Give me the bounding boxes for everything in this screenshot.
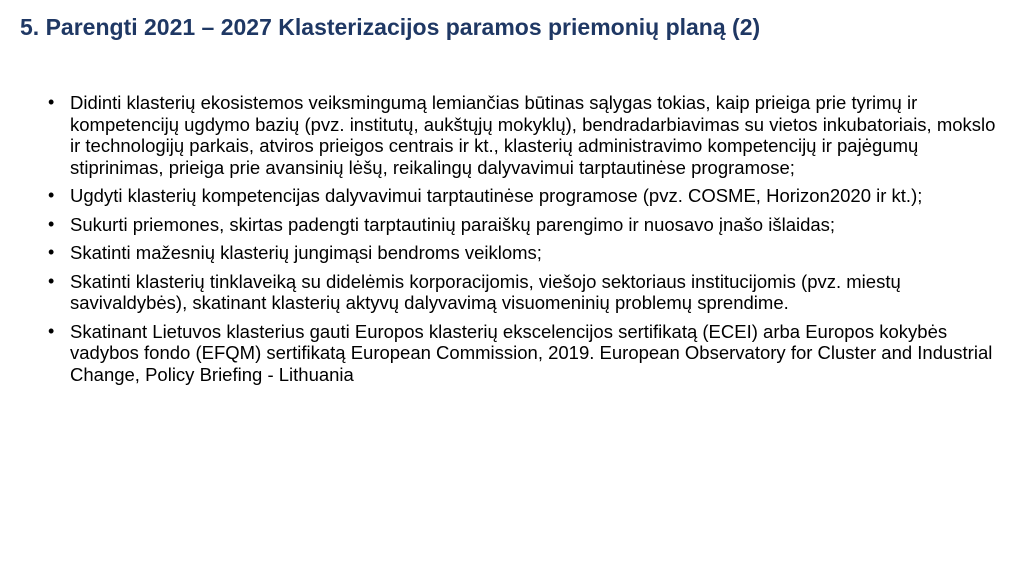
bullet-dot-icon: • xyxy=(48,242,55,262)
bullet-dot-icon: • xyxy=(48,185,55,205)
bullet-text: Skatinti klasterių tinklaveiką su didelėmis korporacijomis, viešojo sektoriaus institucijomis (pvz. miestų savivaldybės), skatinant klasterių aktyvų dalyvavimą visuomeninių problemų sprendime. xyxy=(70,270,901,313)
bullet-text: Sukurti priemones, skirtas padengti tarptautinių paraiškų parengimo ir nuosavo įnašo išlaidas; xyxy=(70,213,836,235)
bullet-text: Skatinant Lietuvos klasterius gauti Europos klasterių ekscelencijos sertifikatą (ECEI) arba Europos kokybės vadybos fondo (EFQM) sertifikatą European Commission, 2019. European Observatory for Cluster and Industrial Change, Policy Briefing - Lithuania xyxy=(70,320,993,385)
bullet-item xyxy=(46,92,1006,178)
bullet-text: Didinti klasterių ekosistemos veiksmingumą lemiančias būtinas sąlygas tokias, kaip prieiga prie tyrimų ir kompetencijų ugdymo bazių (pvz. institutų, aukštųjų mokyklų), bendradarbiavimas su vietos inkubatoriais, mokslo ir technologijų parkais, atviros prieigos centrais ir kt., klasterių administravimo kompetencijų ir pajėgumų stiprinimas, prieiga prie avansinių lėšų, reikalingų dalyvavimui tarptautinėse programose; xyxy=(70,92,996,178)
bullet-dot-icon: • xyxy=(48,320,55,341)
bullet-item xyxy=(46,271,1006,314)
bullet-dot-icon: • xyxy=(48,213,55,234)
bullet-list xyxy=(46,92,1006,392)
bullet-item xyxy=(46,214,1006,236)
bullet-text: Ugdyti klasterių kompetencijas dalyvavimui tarptautinėse programose (pvz. COSME, Horizon2020 ir kt.); xyxy=(70,185,923,206)
bullet-item xyxy=(46,321,1006,386)
bullet-dot-icon: • xyxy=(48,92,55,112)
slide-title: 5. Parengti 2021 – 2027 Klasterizacijos paramos priemonių planą (2) xyxy=(20,14,761,40)
bullet-dot-icon: • xyxy=(48,270,55,291)
bullet-item xyxy=(46,185,1006,207)
bullet-text: Skatinti mažesnių klasterių jungimąsi bendroms veikloms; xyxy=(70,242,542,263)
bullet-item xyxy=(46,242,1006,264)
